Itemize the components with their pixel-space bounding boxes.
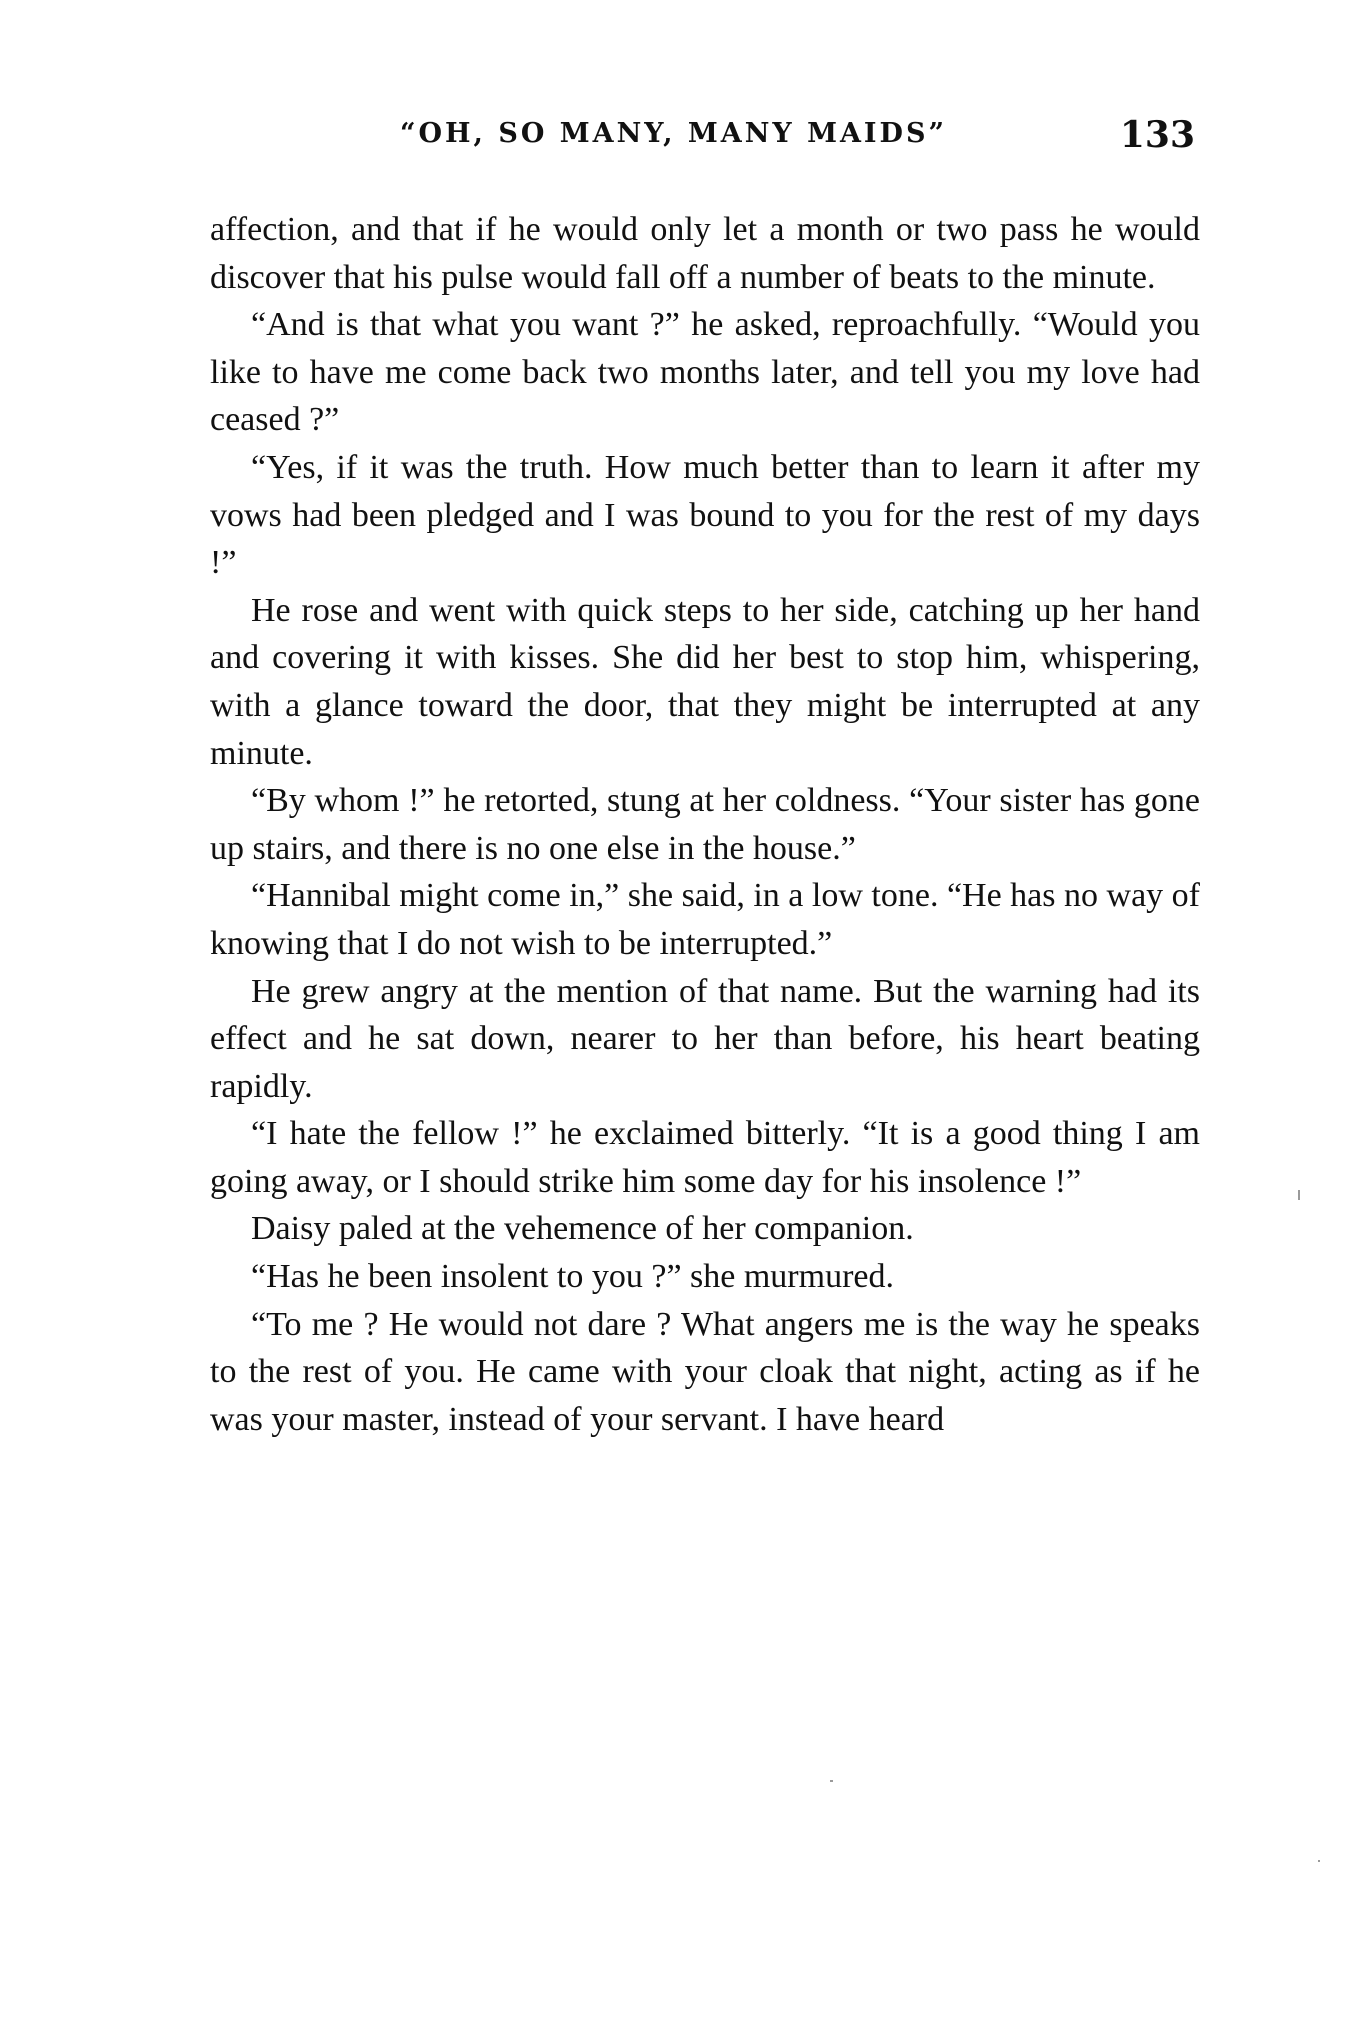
paragraph: “And is that what you want ?” he asked, reproachfully. “Would you like to have me come back two months later, and tell you my love had ceased ?”	[210, 306, 1200, 439]
page-number: 133	[1119, 114, 1195, 156]
paragraph: “I hate the fellow !” he exclaimed bitterly. “It is a good thing I am going away, or I should strike him some day for his insolence !”	[210, 1115, 1200, 1200]
paragraph: He grew angry at the mention of that name. But the warning had its effect and he sat down, nearer to her than before, his heart beating rapidly.	[210, 972, 1200, 1105]
paragraph: “Has he been insolent to you ?” she murmured.	[251, 1258, 894, 1296]
paragraph: “To me ? He would not dare ? What angers me is the way he speaks to the rest of you. He came with your cloak that night, acting as if he was your master, instead of your servant. I have heard	[210, 1305, 1200, 1438]
paragraph: “By whom !” he retorted, stung at her coldness. “Your sister has gone up stairs, and there is no one else in the house.”	[210, 782, 1200, 867]
paragraph: affection, and that if he would only let a month or two pass he would discover that his pulse would fall off a number of beats to the minute.	[210, 211, 1200, 296]
paper-speck	[1298, 1190, 1300, 1200]
paragraph: He rose and went with quick steps to her side, catching up her hand and covering it with kisses. She did her best to stop him, whispering, with a glance toward the door, that they might be interrupted at any minute.	[210, 591, 1200, 772]
paragraph: Daisy paled at the vehemence of her companion.	[251, 1210, 914, 1248]
running-title: “OH, SO MANY, MANY MAIDS”	[400, 118, 947, 149]
body-text	[210, 206, 1200, 1443]
paper-speck	[830, 1780, 833, 1782]
paragraph: “Yes, if it was the truth. How much better than to learn it after my vows had been pledged and I was bound to you for the rest of my days !”	[210, 448, 1200, 582]
paper-speck	[1318, 1860, 1320, 1862]
paragraph: “Hannibal might come in,” she said, in a low tone. “He has no way of knowing that I do not wish to be interrupted.”	[210, 877, 1200, 962]
page-header	[210, 114, 1200, 162]
